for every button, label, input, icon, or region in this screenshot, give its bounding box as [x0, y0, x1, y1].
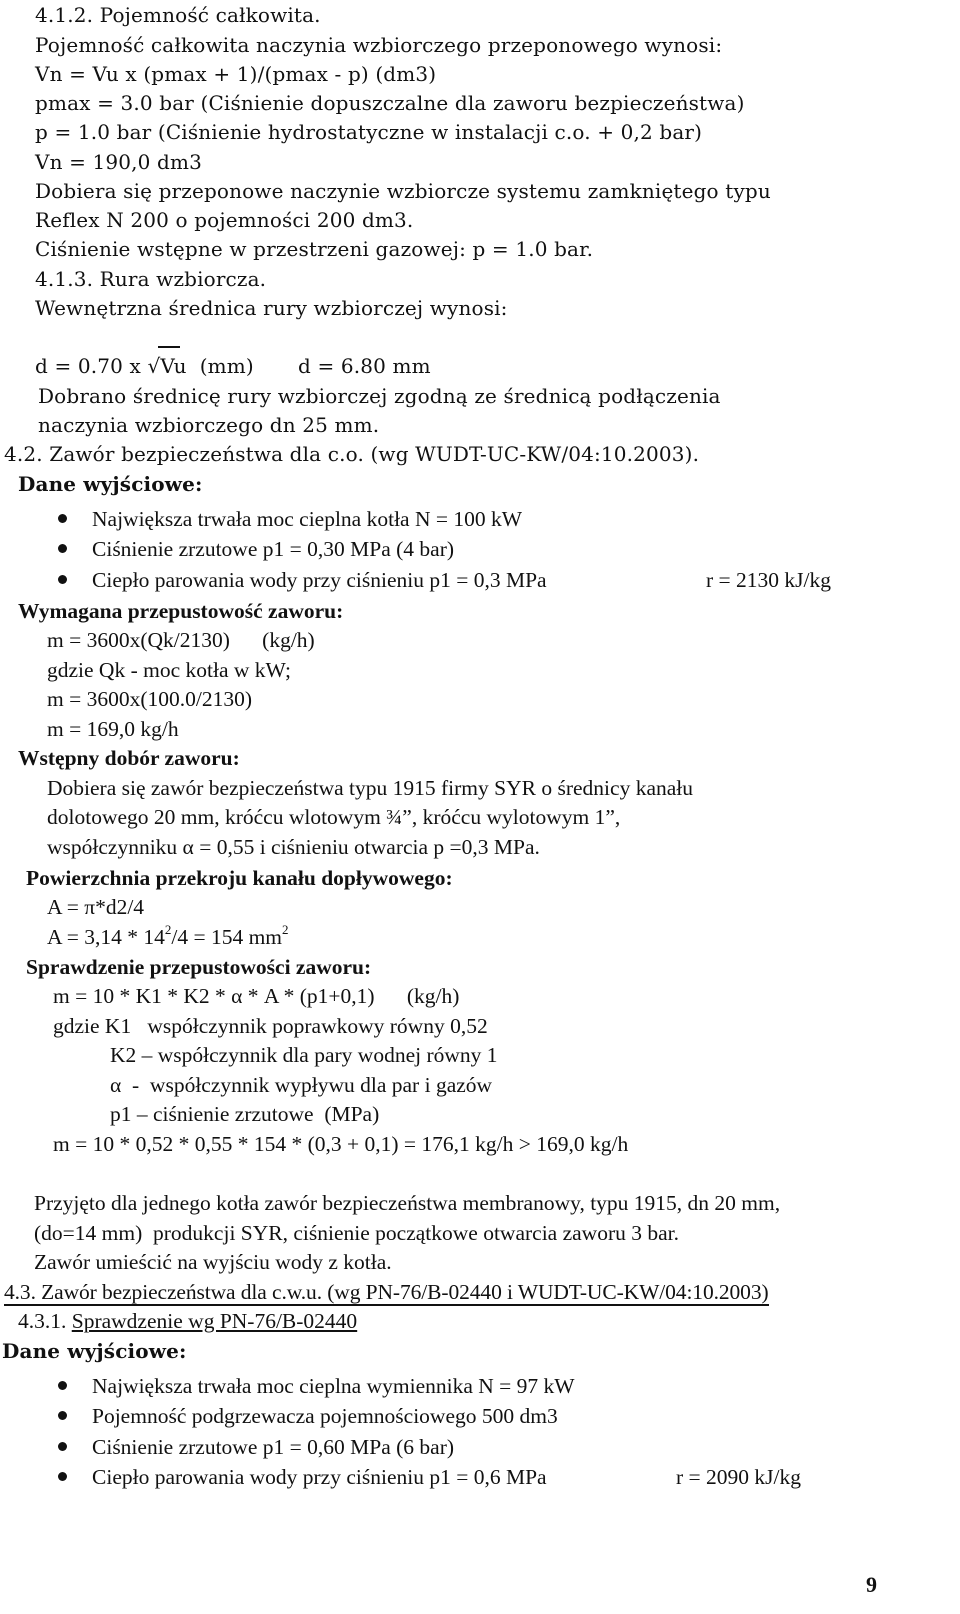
bullet-item: Ciepło parowania wody przy ciśnieniu p1 = 0,3 MPa — [92, 568, 547, 592]
exponent: 2 — [164, 921, 172, 937]
where-line: α - współczynnik wypływu dla par i gazów — [110, 1073, 493, 1097]
conclusion-line: (do=14 mm) produkcji SYR, ciśnienie początkowe otwarcia zaworu 3 bar. — [34, 1221, 679, 1245]
bullet-item: Ciśnienie zrzutowe p1 = 0,60 MPa (6 bar) — [92, 1435, 455, 1459]
capacity-formula-line: m = 3600x(100.0/2130) — [47, 687, 253, 711]
input-data-label: Dane wyjściowe: — [2, 1339, 187, 1363]
r-value: r = 2090 kJ/kg — [676, 1465, 802, 1489]
conclusion-line: Zawór umieścić na wyjściu wody z kotła. — [34, 1250, 392, 1274]
section-4-3-underline — [4, 1304, 769, 1306]
section-4-1-3-heading: 4.1.3. Rura wzbiorcza. — [35, 267, 267, 291]
bullet-item: Największa trwała moc cieplna wymiennika N = 97 kW — [92, 1374, 575, 1398]
vessel-choice-line-1: Dobiera się przeponowe naczynie wzbiorcze systemu zamkniętego typu — [35, 179, 771, 203]
section-4-3-heading — [4, 1279, 769, 1305]
pipe-choice-line-1: Dobrano średnicę rury wzbiorczej zgodną ze średnicą podłączenia — [38, 384, 721, 408]
area-result-b: /4 = 154 mm — [171, 925, 283, 949]
area-formula: A = π*d2/4 — [47, 895, 145, 919]
vessel-choice-line-2: Reflex N 200 o pojemności 200 dm3. — [35, 208, 414, 232]
bullet-icon — [58, 575, 67, 584]
section-4-1-2-heading: 4.1.2. Pojemność całkowita. — [35, 3, 321, 27]
section-4-2-heading: 4.2. Zawór bezpieczeństwa dla c.o. (wg WUDT-UC-KW/04:10.2003). — [4, 442, 700, 466]
bullet-item: Ciepło parowania wody przy ciśnieniu p1 = 0,6 MPa — [92, 1465, 547, 1489]
pipe-formula — [35, 353, 254, 379]
pipe-choice-line-2: naczynia wzbiorczego dn 25 mm. — [38, 413, 380, 437]
bullet-icon — [58, 514, 67, 523]
capacity-intro: Pojemność całkowita naczynia wzbiorczego przeponowego wynosi: — [35, 33, 723, 57]
preselect-line: Dobiera się zawór bezpieczeństwa typu 1915 firmy SYR o średnicy kanału — [47, 776, 693, 800]
bullet-item: Ciśnienie zrzutowe p1 = 0,30 MPa (4 bar) — [92, 537, 455, 561]
where-line: gdzie K1 współczynnik poprawkowy równy 0,52 — [53, 1014, 488, 1038]
capacity-label: Wymagana przepustowość zaworu: — [18, 599, 344, 623]
where-line: p1 – ciśnienie zrzutowe (MPa) — [110, 1102, 380, 1126]
sqrt-symbol: √ — [147, 354, 161, 378]
input-data-label: Dane wyjściowe: — [18, 472, 203, 496]
section-4-3-1-title: Sprawdzenie wg PN-76/B-02440 — [71, 1309, 358, 1333]
pipe-result: d = 6.80 mm — [298, 354, 431, 378]
pipe-formula-unit: (mm) — [186, 354, 254, 378]
capacity-formula-line: m = 3600x(Qk/2130) (kg/h) — [47, 628, 315, 652]
bullet-item: Największa trwała moc cieplna kotła N = 100 kW — [92, 507, 523, 531]
capacity-formula: Vn = Vu x (pmax + 1)/(pmax - p) (dm3) — [35, 62, 437, 86]
area-label: Powierzchnia przekroju kanału dopływowego: — [26, 866, 453, 890]
section-4-3-heading-text: 4.3. Zawór bezpieczeństwa dla c.w.u. (wg PN-76/B-02440 i WUDT-UC-KW/04:10.2003) — [4, 1280, 769, 1304]
check-label: Sprawdzenie przepustowości zaworu: — [26, 955, 372, 979]
pmax-line: pmax = 3.0 bar (Ciśnienie dopuszczalne dla zaworu bezpieczeństwa) — [35, 91, 745, 115]
bullet-icon — [58, 1442, 67, 1451]
bullet-icon — [58, 1411, 67, 1420]
vn-result: Vn = 190,0 dm3 — [35, 150, 203, 174]
area-result — [47, 921, 289, 950]
pipe-intro: Wewnętrzna średnica rury wzbiorczej wynosi: — [35, 296, 508, 320]
r-value: r = 2130 kJ/kg — [706, 568, 832, 592]
bullet-item: Pojemność podgrzewacza pojemnościowego 500 dm3 — [92, 1404, 558, 1428]
check-formula: m = 10 * K1 * K2 * α * A * (p1+0,1) (kg/h) — [53, 984, 460, 1008]
preselect-line: dolotowego 20 mm, króćcu wlotowym ¾”, króćcu wylotowym 1”, — [47, 805, 621, 829]
p-line: p = 1.0 bar (Ciśnienie hydrostatyczne w instalacji c.o. + 0,2 bar) — [35, 120, 703, 144]
section-4-3-1-number: 4.3.1. — [18, 1309, 72, 1333]
pre-pressure-line: Ciśnienie wstępne w przestrzeni gazowej: p = 1.0 bar. — [35, 237, 594, 261]
section-4-3-1-heading — [18, 1308, 357, 1334]
capacity-formula-line: m = 169,0 kg/h — [47, 717, 179, 741]
conclusion-line: Przyjęto dla jednego kotła zawór bezpieczeństwa membranowy, typu 1915, dn 20 mm, — [34, 1191, 781, 1215]
bullet-icon — [58, 544, 67, 553]
exponent: 2 — [282, 921, 289, 937]
check-result: m = 10 * 0,52 * 0,55 * 154 * (0,3 + 0,1) = 176,1 kg/h > 169,0 kg/h — [53, 1132, 629, 1156]
bullet-icon — [58, 1381, 67, 1390]
area-result-a: A = 3,14 * 14 — [47, 925, 165, 949]
pipe-formula-arg: Vu — [160, 354, 187, 378]
where-line: K2 – współczynnik dla pary wodnej równy 1 — [110, 1043, 498, 1067]
preselect-label: Wstępny dobór zaworu: — [18, 746, 240, 770]
bullet-icon — [58, 1472, 67, 1481]
pipe-formula-prefix: d = 0.70 x — [35, 354, 148, 378]
preselect-line: współczynniku α = 0,55 i ciśnieniu otwarcia p =0,3 MPa. — [47, 835, 540, 859]
page-number: 9 — [866, 1572, 877, 1597]
sqrt-overbar — [158, 346, 180, 348]
capacity-formula-line: gdzie Qk - moc kotła w kW; — [47, 658, 291, 682]
